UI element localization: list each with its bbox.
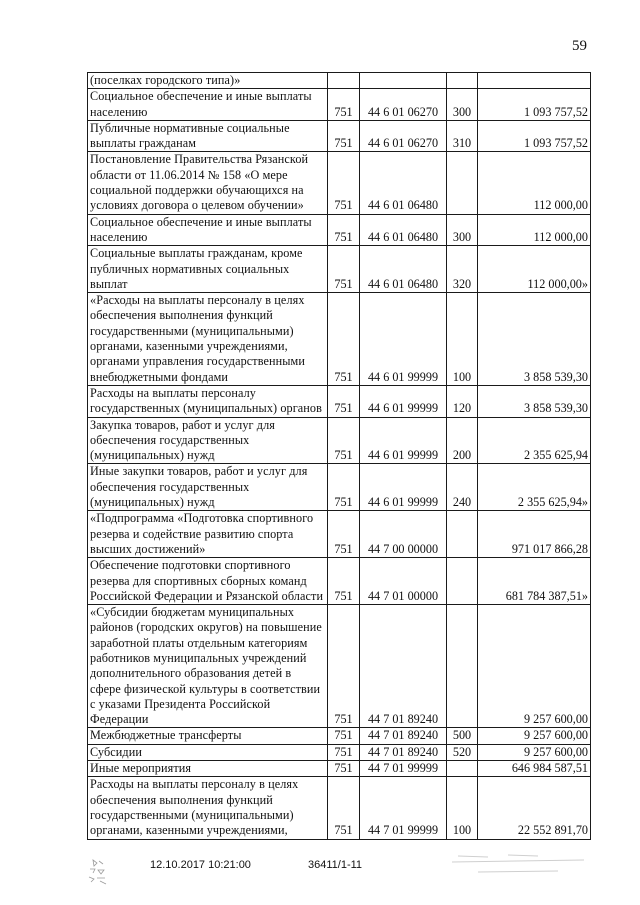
footer-document-code: 36411/1-11 — [308, 859, 363, 871]
target-item-code-cell: 44 7 01 99999 — [360, 777, 447, 839]
ministry-code-cell — [328, 73, 360, 89]
expense-type-code-cell: 300 — [447, 214, 478, 246]
row-name-cell: Иные закупки товаров, работ и услуг для обеспечения государственных (муниципальных) нужд — [88, 464, 328, 511]
ministry-code-cell: 751 — [328, 246, 360, 293]
table-row — [88, 152, 591, 214]
table-row — [88, 777, 591, 839]
table-row — [88, 761, 591, 777]
expense-type-code-cell: 520 — [447, 744, 478, 760]
footer-datetime: 12.10.2017 10:21:00 — [150, 859, 251, 871]
amount-cell: 646 984 587,51 — [478, 761, 591, 777]
target-item-code-cell: 44 7 01 89240 — [360, 605, 447, 728]
ministry-code-cell: 751 — [328, 152, 360, 214]
target-item-code-cell: 44 6 01 06480 — [360, 246, 447, 293]
expense-type-code-cell — [447, 73, 478, 89]
row-name-cell: Закупка товаров, работ и услуг для обеспечения государственных (муниципальных) нужд — [88, 417, 328, 464]
ministry-code-cell: 751 — [328, 777, 360, 839]
row-name-cell: Социальное обеспечение и иные выплаты населению — [88, 214, 328, 246]
table-row — [88, 464, 591, 511]
document-stamp-icon — [85, 857, 111, 887]
row-name-cell: «Субсидии бюджетам муниципальных районов (городских округов) на повышение заработной платы отдельным категориям работников муниципальных учреждений дополнительного образования детей в сфере физической культуры в соответствии с указами Президента Российской Федерации — [88, 605, 328, 728]
table-row — [88, 558, 591, 605]
expense-type-code-cell: 300 — [447, 89, 478, 121]
table-row — [88, 246, 591, 293]
row-name-cell: Социальные выплаты гражданам, кроме публичных нормативных социальных выплат — [88, 246, 328, 293]
amount-cell: 1 093 757,52 — [478, 89, 591, 121]
ministry-code-cell: 751 — [328, 728, 360, 744]
amount-cell: 112 000,00 — [478, 214, 591, 246]
target-item-code-cell: 44 6 01 06480 — [360, 214, 447, 246]
ministry-code-cell: 751 — [328, 744, 360, 760]
row-name-cell: Обеспечение подготовки спортивного резерва для спортивных сборных команд Российской Федерации и Рязанской области — [88, 558, 328, 605]
target-item-code-cell: 44 7 01 89240 — [360, 728, 447, 744]
target-item-code-cell: 44 6 01 99999 — [360, 293, 447, 386]
table-row — [88, 73, 591, 89]
amount-cell: 112 000,00» — [478, 246, 591, 293]
ministry-code-cell: 751 — [328, 385, 360, 417]
ministry-code-cell: 751 — [328, 120, 360, 152]
ministry-code-cell: 751 — [328, 214, 360, 246]
row-name-cell: Постановление Правительства Рязанской области от 11.06.2014 № 158 «О мере социальной поддержки обучающихся на условиях договора о целевом обучении» — [88, 152, 328, 214]
ministry-code-cell: 751 — [328, 89, 360, 121]
amount-cell: 112 000,00 — [478, 152, 591, 214]
target-item-code-cell: 44 7 01 89240 — [360, 744, 447, 760]
row-name-cell: Субсидии — [88, 744, 328, 760]
table-row — [88, 293, 591, 386]
table-row — [88, 120, 591, 152]
expense-type-code-cell — [447, 152, 478, 214]
row-name-cell: Межбюджетные трансферты — [88, 728, 328, 744]
amount-cell: 3 858 539,30 — [478, 293, 591, 386]
target-item-code-cell: 44 6 01 99999 — [360, 417, 447, 464]
expense-type-code-cell: 320 — [447, 246, 478, 293]
expense-type-code-cell: 100 — [447, 293, 478, 386]
target-item-code-cell: 44 6 01 06480 — [360, 152, 447, 214]
target-item-code-cell: 44 6 01 06270 — [360, 89, 447, 121]
target-item-code-cell — [360, 73, 447, 89]
amount-cell: 3 858 539,30 — [478, 385, 591, 417]
faint-stamp-marks — [448, 852, 588, 880]
target-item-code-cell: 44 6 01 99999 — [360, 464, 447, 511]
ministry-code-cell: 751 — [328, 293, 360, 386]
budget-table-body — [88, 73, 591, 840]
ministry-code-cell: 751 — [328, 558, 360, 605]
budget-table — [87, 72, 591, 840]
row-name-cell: «Расходы на выплаты персоналу в целях обеспечения выполнения функций государственными (муниципальными) органами, казенными учреждениями, органами управления государственными внебюджетными фондами — [88, 293, 328, 386]
row-name-cell: (поселках городского типа)» — [88, 73, 328, 89]
page-number: 59 — [572, 38, 587, 54]
amount-cell: 1 093 757,52 — [478, 120, 591, 152]
ministry-code-cell: 751 — [328, 464, 360, 511]
expense-type-code-cell: 240 — [447, 464, 478, 511]
amount-cell: 971 017 866,28 — [478, 511, 591, 558]
ministry-code-cell: 751 — [328, 605, 360, 728]
table-row — [88, 385, 591, 417]
amount-cell: 22 552 891,70 — [478, 777, 591, 839]
expense-type-code-cell — [447, 761, 478, 777]
row-name-cell: Публичные нормативные социальные выплаты гражданам — [88, 120, 328, 152]
row-name-cell: Расходы на выплаты персоналу в целях обеспечения выполнения функций государственными (муниципальными) органами, казенными учреждениями, — [88, 777, 328, 839]
amount-cell: 9 257 600,00 — [478, 605, 591, 728]
target-item-code-cell: 44 7 01 99999 — [360, 761, 447, 777]
amount-cell: 681 784 387,51» — [478, 558, 591, 605]
table-row — [88, 728, 591, 744]
ministry-code-cell: 751 — [328, 417, 360, 464]
amount-cell: 2 355 625,94» — [478, 464, 591, 511]
amount-cell: 2 355 625,94 — [478, 417, 591, 464]
row-name-cell: Иные мероприятия — [88, 761, 328, 777]
amount-cell: 9 257 600,00 — [478, 728, 591, 744]
table-row — [88, 417, 591, 464]
expense-type-code-cell: 100 — [447, 777, 478, 839]
table-row — [88, 511, 591, 558]
row-name-cell: «Подпрограмма «Подготовка спортивного резерва и содействие развитию спорта высших достижений» — [88, 511, 328, 558]
expense-type-code-cell — [447, 511, 478, 558]
target-item-code-cell: 44 6 01 06270 — [360, 120, 447, 152]
row-name-cell: Социальное обеспечение и иные выплаты населению — [88, 89, 328, 121]
table-row — [88, 605, 591, 728]
amount-cell — [478, 73, 591, 89]
expense-type-code-cell: 310 — [447, 120, 478, 152]
target-item-code-cell: 44 6 01 99999 — [360, 385, 447, 417]
ministry-code-cell: 751 — [328, 761, 360, 777]
expense-type-code-cell: 500 — [447, 728, 478, 744]
ministry-code-cell: 751 — [328, 511, 360, 558]
target-item-code-cell: 44 7 00 00000 — [360, 511, 447, 558]
amount-cell: 9 257 600,00 — [478, 744, 591, 760]
expense-type-code-cell — [447, 605, 478, 728]
expense-type-code-cell — [447, 558, 478, 605]
table-row — [88, 744, 591, 760]
target-item-code-cell: 44 7 01 00000 — [360, 558, 447, 605]
expense-type-code-cell: 120 — [447, 385, 478, 417]
expense-type-code-cell: 200 — [447, 417, 478, 464]
row-name-cell: Расходы на выплаты персоналу государственных (муниципальных) органов — [88, 385, 328, 417]
table-row — [88, 89, 591, 121]
table-row — [88, 214, 591, 246]
